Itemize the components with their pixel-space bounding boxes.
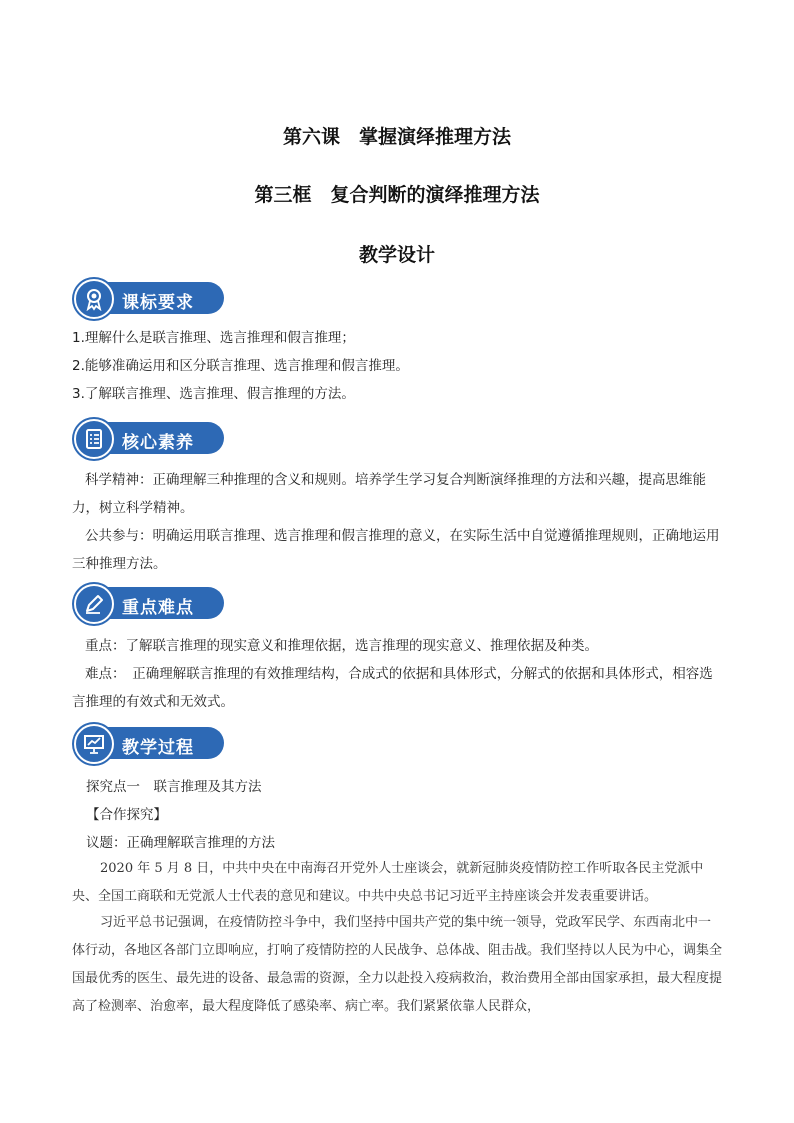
section-label: 教学过程 xyxy=(122,738,194,758)
requirement-item: 3.了解联言推理、选言推理、假言推理的方法。 xyxy=(72,386,355,402)
requirement-item: 1.理解什么是联言推理、选言推理和假言推理； xyxy=(72,330,355,346)
award-icon xyxy=(74,279,114,319)
section-title: 第三框 复合判断的演绎推理方法 xyxy=(254,184,540,206)
checklist-icon xyxy=(74,419,114,459)
key-paragraph: 重点：了解联言推理的现实意义和推理依据，选言推理的现实意义、推理依据及种类。 xyxy=(85,638,598,654)
design-title: 教学设计 xyxy=(358,244,435,266)
news-paragraph: 2020 年 5 月 8 日，中共中央在中南海召开党外人士座谈会，就新冠肺炎疫情防控工作听取各民主党派中央、全国工商联和无党派人士代表的意见和建议。中共中央总书记习近平主持座谈会并发表重要讲话。 xyxy=(72,861,704,904)
section-label: 重点难点 xyxy=(122,598,194,618)
difficulty-paragraph: 难点： 正确理解联言推理的有效推理结构，合成式的依据和具体形式，分解式的依据和具体形式，相容选言推理的有效式和无效式。 xyxy=(72,666,713,710)
cooperative-tag: 【合作探究】 xyxy=(86,807,167,823)
requirement-item: 2.能够准确运用和区分联言推理、选言推理和假言推理。 xyxy=(72,358,409,374)
topic-line: 议题：正确理解联言推理的方法 xyxy=(86,835,275,851)
core-paragraph: 科学精神：正确理解三种推理的含义和规则。培养学生学习复合判断演绎推理的方法和兴趣，提高思维能力，树立科学精神。 xyxy=(72,472,706,516)
section-header-key xyxy=(74,584,234,622)
section-header-process xyxy=(74,724,234,762)
section-label: 课标要求 xyxy=(122,293,194,313)
presentation-icon xyxy=(74,724,114,764)
section-label: 核心素养 xyxy=(122,433,194,453)
pencil-icon xyxy=(74,584,114,624)
lesson-title: 第六课 掌握演绎推理方法 xyxy=(282,126,511,148)
news-paragraph: 习近平总书记强调，在疫情防控斗争中，我们坚持中国共产党的集中统一领导，党政军民学、东西南北中一体行动，各地区各部门立即响应，打响了疫情防控的人民战争、总体战、阻击战。我们坚持以人民为中心，调集全国最优秀的医生、最先进的设备、最急需的资源，全力以赴投入疫病救治，救治费用全部由国家承担，最大程度提高了检测率、治愈率，最大程度降低了感染率、病亡率。我们紧紧依靠人民群众， xyxy=(72,915,723,1014)
exploration-point: 探究点一 联言推理及其方法 xyxy=(86,779,262,795)
section-header-requirements xyxy=(74,279,234,317)
core-paragraph: 公共参与：明确运用联言推理、选言推理和假言推理的意义，在实际生活中自觉遵循推理规则，正确地运用三种推理方法。 xyxy=(72,528,720,572)
section-header-core xyxy=(74,419,234,457)
